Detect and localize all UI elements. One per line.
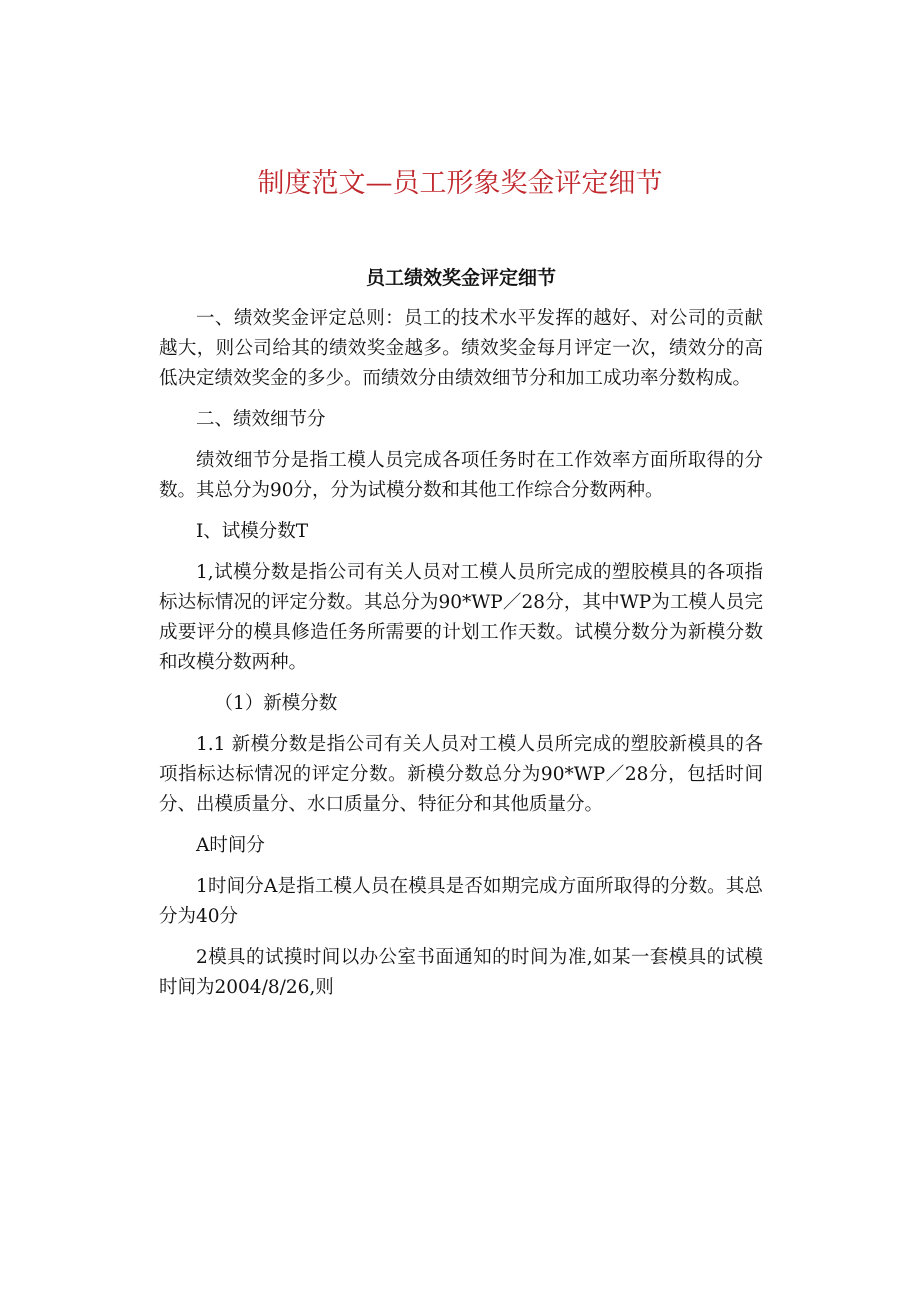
paragraph-detail-score: 绩效细节分是指工模人员完成各项任务时在工作效率方面所取得的分数。其总分为90分，分为试模分数和其他工作综合分数两种。 xyxy=(159,450,763,501)
document-heading: 员工绩效奖金评定细节 xyxy=(365,267,556,289)
subsection-heading-new-mold: （1）新模分数 xyxy=(214,693,338,714)
paragraph-new-mold-score: 1.1 新模分数是指公司有关人员对工模人员所完成的塑胶新模具的各项指标达标情况的评定分数。新模分数总分为90*WP／28分，包括时间分、出模质量分、水口质量分、特征分和其他质量分。 xyxy=(159,734,763,815)
section-heading-trial-mold-score: I、试模分数T xyxy=(196,521,309,542)
paragraph-time-score-definition: 1时间分A是指工模人员在模具是否如期完成方面所取得的分数。其总分为40分 xyxy=(159,876,763,927)
section-heading-detail-score: 二、绩效细节分 xyxy=(196,409,326,430)
document-body xyxy=(159,264,763,1014)
page-title: 制度范文—员工形象奖金评定细节 xyxy=(257,168,663,199)
item-heading-time-score: A时间分 xyxy=(196,835,265,856)
paragraph-general-principle: 一、绩效奖金评定总则：员工的技术水平发挥的越好、对公司的贡献越大，则公司给其的绩效奖金越多。绩效奖金每月评定一次，绩效分的高低决定绩效奖金的多少。而绩效分由绩效细节分和加工成功率分数构成。 xyxy=(159,308,763,389)
paragraph-trial-mold-score: 1,试模分数是指公司有关人员对工模人员所完成的塑胶模具的各项指标达标情况的评定分数。其总分为90*WP／28分，其中WP为工模人员完成要评分的模具修造任务所需要的计划工作天数。试模分数分为新模分数和改模分数两种。 xyxy=(159,562,763,673)
paragraph-trial-time-rule: 2模具的试摸时间以办公室书面通知的时间为准,如某一套模具的试模时间为2004/8/26,则 xyxy=(159,947,763,998)
